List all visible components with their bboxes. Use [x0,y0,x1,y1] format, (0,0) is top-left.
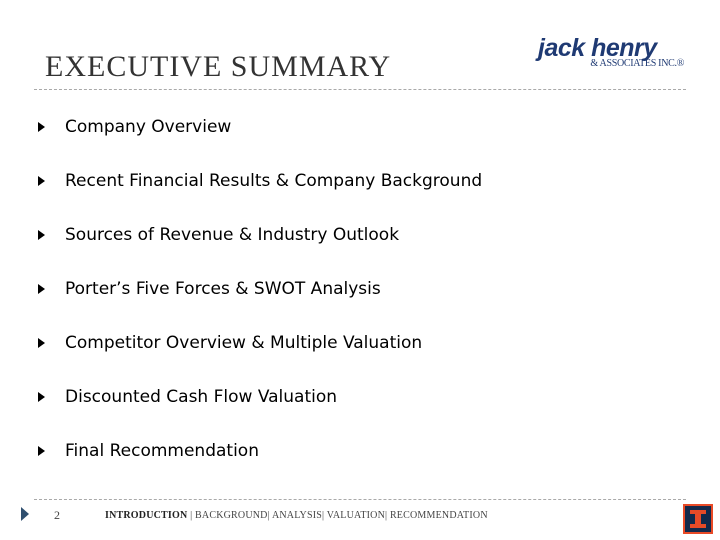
jack-henry-logo [538,34,688,74]
logo-sub-text: & ASSOCIATES INC.® [590,58,684,69]
bullet-arrow-icon [38,338,45,348]
footer-section-nav [105,510,488,521]
footer-nav-separator: | [322,510,325,521]
footer-marker-icon [21,507,29,521]
agenda-item-label: Recent Financial Results & Company Background [65,171,483,191]
footer-nav-separator: | [385,510,388,521]
bullet-arrow-icon [38,392,45,402]
footer-nav-analysis[interactable]: ANALYSIS [271,510,323,521]
agenda-item-label: Final Recommendation [65,441,259,461]
bullet-arrow-icon [38,230,45,240]
bullet-arrow-icon [38,176,45,186]
footer-nav-valuation[interactable]: VALUATION [326,510,386,521]
footer-nav-background[interactable]: BACKGROUND [195,510,268,521]
footer-nav-introduction[interactable]: INTRODUCTION [105,510,188,521]
university-i-emblem-icon [683,504,713,534]
agenda-item-label: Porter’s Five Forces & SWOT Analysis [65,279,381,299]
footer-nav-separator: | [267,510,270,521]
emblem-bar-bottom [690,524,706,528]
page-number: 2 [54,508,60,522]
logo-main-text: jack henry [538,34,657,62]
header-divider [34,89,686,90]
agenda-item-label: Sources of Revenue & Industry Outlook [65,225,400,245]
bullet-arrow-icon [38,446,45,456]
footer-nav-separator: | [190,510,193,521]
agenda-item-label: Discounted Cash Flow Valuation [65,387,338,407]
bullet-arrow-icon [38,284,45,294]
emblem-bar-stem [695,514,701,524]
footer-divider [34,499,686,500]
slide-title: EXECUTIVE SUMMARY [45,50,392,83]
agenda-item-label: Competitor Overview & Multiple Valuation [65,333,423,353]
footer-nav-recommendation[interactable]: RECOMMENDATION [389,510,488,521]
agenda-item-label: Company Overview [65,117,232,137]
bullet-arrow-icon [38,122,45,132]
